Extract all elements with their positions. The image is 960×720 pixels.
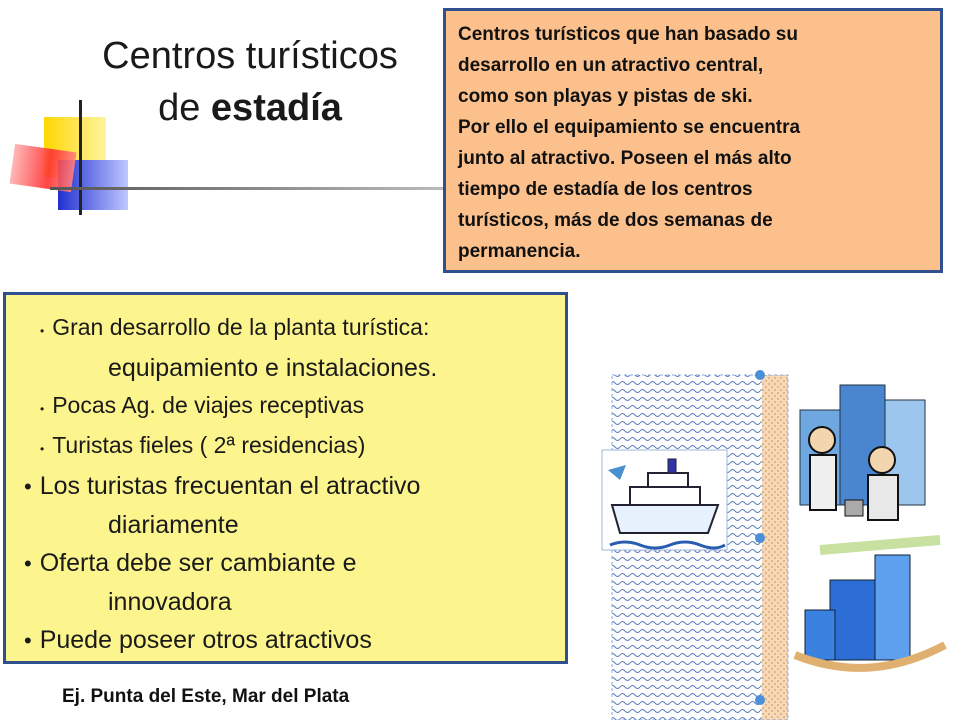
example-footer: Ej. Punta del Este, Mar del Plata [62,686,350,707]
bullet-text: Oferta debe ser cambiante e [39,549,357,577]
bullet-dot: • [24,628,32,653]
bullet-dot: • [40,442,45,456]
title-line-1: Centros turísticos [102,35,398,77]
business-people-icon [800,385,925,520]
bullet-dot: • [24,551,32,576]
info-line: permanencia. [458,241,581,262]
bullet-item [18,544,555,583]
bullet-dot: • [40,402,45,416]
tourism-illustration [590,355,960,720]
bullet-item [18,621,555,660]
title-prefix: de [158,87,211,129]
info-line: tiempo de estadía de los centros [458,179,753,200]
buildings-icon [795,540,945,668]
bullet-text: Gran desarrollo de la planta turística: [52,314,430,340]
page-title [40,30,460,134]
bullet-item [18,309,555,349]
description-box [443,8,943,273]
info-line: Centros turísticos que han basado su [458,24,798,45]
bullet-text: Pocas Ag. de viajes receptivas [52,392,365,418]
info-line: como son playas y pistas de ski. [458,86,753,107]
cruise-ship-icon [602,450,727,550]
bullet-text: Los turistas frecuentan el atractivo [39,472,421,500]
bullet-text: Puede poseer otros atractivos [39,626,372,654]
info-line: desarrollo en un atractivo central, [458,55,764,76]
bullet-text: Turistas fieles ( 2ª residencias) [52,432,366,458]
bullet-item [18,467,555,506]
bullet-continuation: innovadora [108,588,232,616]
title-bold-word: estadía [210,87,342,129]
bullet-list-box [3,292,568,664]
info-line: turísticos, más de dos semanas de [458,210,773,231]
bullet-dot: • [40,324,45,338]
bullet-continuation: diariamente [108,511,239,539]
info-line: junto al atractivo. Poseen el más alto [458,148,792,169]
bullet-item [18,427,555,467]
bullet-item [18,387,555,427]
title-line-2 [40,82,460,134]
bullet-continuation: equipamiento e instalaciones. [108,354,438,382]
info-line: Por ello el equipamiento se encuentra [458,117,801,138]
bullet-dot: • [24,474,32,499]
